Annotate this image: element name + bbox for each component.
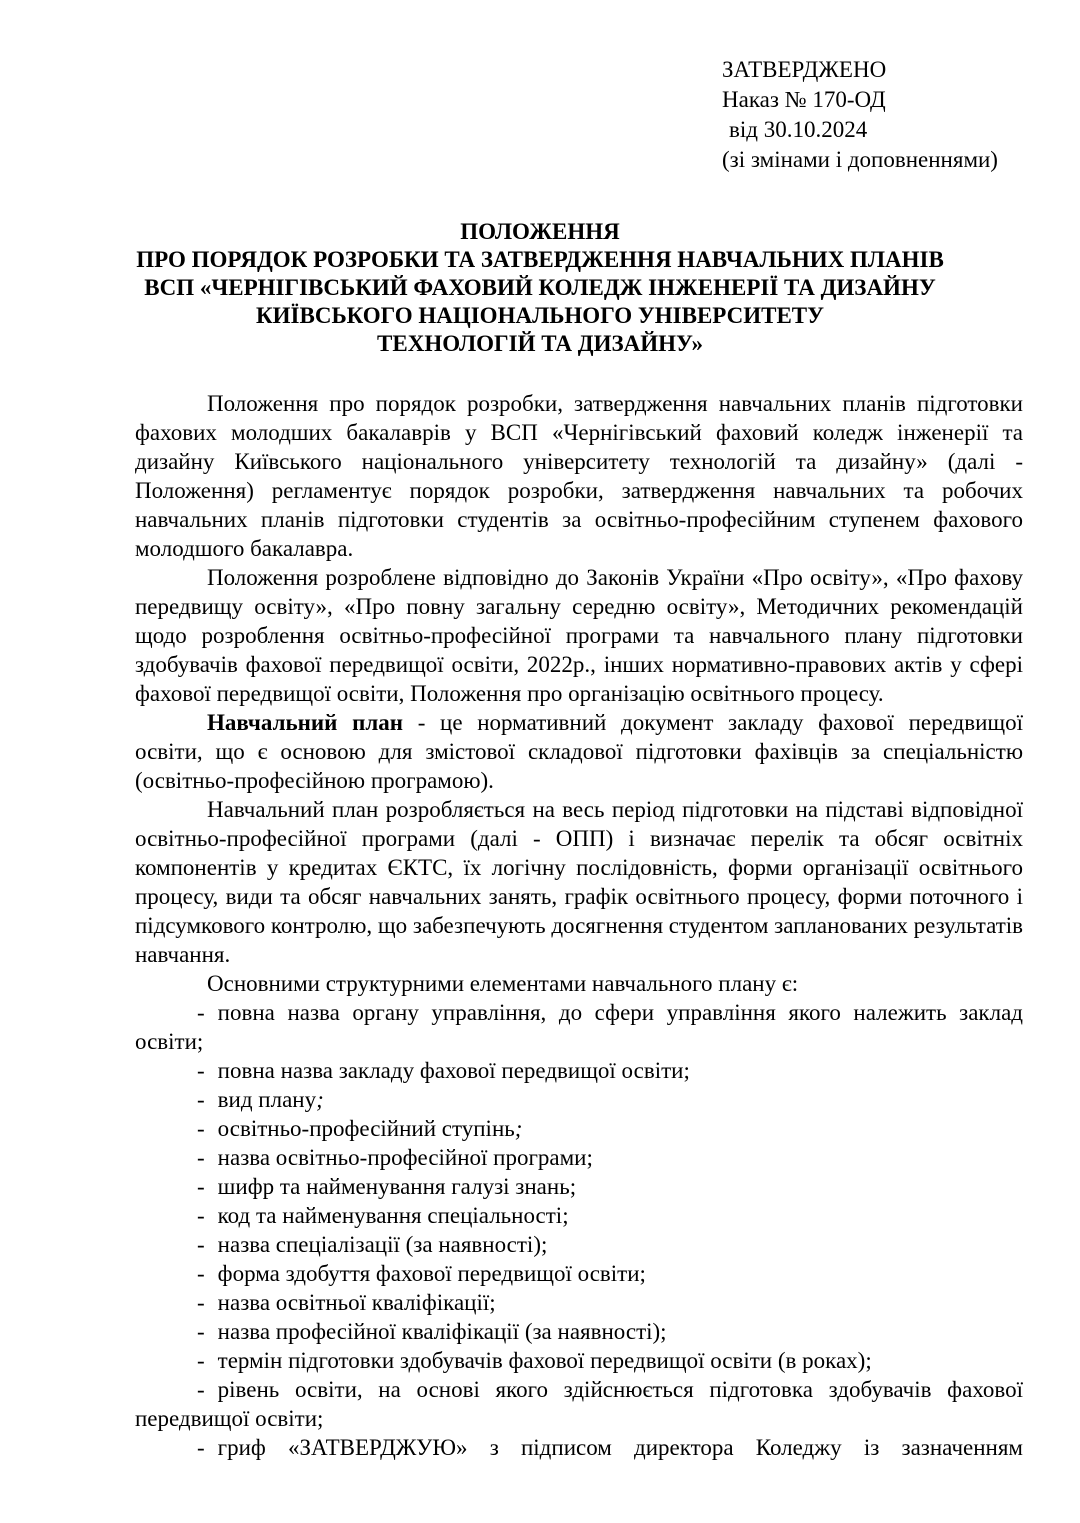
list-item-text: вид плану: [217, 1087, 317, 1112]
list-item-text: назва освітньо-професійної програми;: [217, 1145, 593, 1170]
list-dash: -: [197, 1087, 205, 1112]
list-dash: -: [197, 1319, 205, 1344]
list-item-text: назва освітньої кваліфікації;: [217, 1290, 496, 1315]
list-item-text: повна назва закладу фахової передвищої освіти;: [217, 1058, 690, 1083]
list-item: [135, 1056, 1023, 1085]
approval-stamp: ЗАТВЕРДЖЕНО: [722, 57, 887, 82]
order-number: Наказ № 170-ОД: [722, 87, 886, 112]
list-dash: -: [197, 1058, 205, 1083]
list-item-text: назва професійної кваліфікації (за наявності);: [217, 1319, 667, 1344]
list-item-text: форма здобуття фахової передвищої освіти;: [217, 1261, 646, 1286]
list-item: [135, 1346, 1023, 1375]
paragraph-definition: [135, 708, 1023, 795]
list-item-text: термін підготовки здобувачів фахової передвищої освіти (в роках);: [217, 1348, 872, 1373]
list-dash: -: [197, 1145, 205, 1170]
title-line-5: ТЕХНОЛОГІЙ ТА ДИЗАЙНУ»: [377, 331, 703, 356]
structural-elements-list: [135, 998, 1023, 1462]
document-title: [0, 218, 1080, 358]
list-dash: -: [197, 1000, 205, 1025]
list-dash: -: [197, 1435, 205, 1460]
list-item: [135, 1201, 1023, 1230]
list-item-text: повна назва органу управління, до сфери управління якого належить заклад освіти;: [135, 1000, 1023, 1054]
list-item-text: назва спеціалізації (за наявності);: [217, 1232, 548, 1257]
list-item-text: гриф «ЗАТВЕРДЖУЮ» з підписом директора Коледжу із зазначенням: [217, 1435, 1023, 1460]
paragraph-scope: Положення про порядок розробки, затвердження навчальних планів підготовки фахових молодших бакалаврів у ВСП «Чернігівський фаховий коледж інженерії та дизайну Київського національного університету технологій та дизайну» (далі - Положення) регламентує порядок розробки, затвердження навчальних та робочих навчальних планів підготовки студентів за освітньо-професійним ступенем фахового молодшого бакалавра.: [135, 391, 1023, 561]
term-curriculum: Навчальний план: [207, 710, 404, 735]
list-item: [135, 1288, 1023, 1317]
document-body: [135, 389, 1023, 1462]
order-date: від 30.10.2024: [729, 117, 868, 142]
title-line-1: ПОЛОЖЕННЯ: [460, 219, 620, 244]
list-item-suffix: ;: [514, 1116, 523, 1141]
list-item: [135, 1172, 1023, 1201]
approval-block: [722, 55, 1072, 175]
amendments-note: (зі змінами і доповненнями): [722, 147, 998, 172]
list-item: [135, 1375, 1023, 1433]
list-item: [135, 1317, 1023, 1346]
list-dash: -: [197, 1261, 205, 1286]
paragraph-list-intro: Основними структурними елементами навчального плану є:: [207, 971, 799, 996]
list-dash: -: [197, 1174, 205, 1199]
list-dash: -: [197, 1232, 205, 1257]
list-item-text: рівень освіти, на основі якого здійснюється підготовка здобувачів фахової передвищої освіти;: [135, 1377, 1023, 1431]
list-item: [135, 1114, 1023, 1143]
list-item: [135, 998, 1023, 1056]
title-line-3: ВСП «ЧЕРНІГІВСЬКИЙ ФАХОВИЙ КОЛЕДЖ ІНЖЕНЕРІЇ ТА ДИЗАЙНУ: [144, 275, 936, 300]
list-dash: -: [197, 1203, 205, 1228]
list-dash: -: [197, 1348, 205, 1373]
list-item-text: код та найменування спеціальності;: [217, 1203, 569, 1228]
list-item-text: шифр та найменування галузі знань;: [217, 1174, 577, 1199]
list-dash: -: [197, 1290, 205, 1315]
paragraph-curriculum-development: Навчальний план розробляється на весь період підготовки на підставі відповідної освітньо-професійної програми (далі - ОПП) і визначає перелік та обсяг освітніх компонентів у кредитах ЄКТС, їх логічну послідовність, форми організації освітнього процесу, види та обсяг навчальних занять, графік освітнього процесу, форми поточного і підсумкового контролю, що забезпечують досягнення студентом запланованих результатів навчання.: [135, 797, 1023, 967]
list-item: [135, 1259, 1023, 1288]
list-item: [135, 1230, 1023, 1259]
list-item: [135, 1085, 1023, 1114]
list-item: [135, 1143, 1023, 1172]
title-line-2: ПРО ПОРЯДОК РОЗРОБКИ ТА ЗАТВЕРДЖЕННЯ НАВЧАЛЬНИХ ПЛАНІВ: [136, 247, 944, 272]
title-line-4: КИЇВСЬКОГО НАЦІОНАЛЬНОГО УНІВЕРСИТЕТУ: [255, 303, 825, 328]
list-item-suffix: ;: [316, 1087, 324, 1112]
paragraph-legal-basis: Положення розроблене відповідно до Законів України «Про освіту», «Про фахову передвищу освіту», «Про повну загальну середню освіту», Методичних рекомендацій щодо розроблення освітньо-професійної програми та навчального плану підготовки здобувачів фахової передвищої освіти, 2022р., інших нормативно-правових актів у сфері фахової передвищої освіти, Положення про організацію освітнього процесу.: [135, 565, 1023, 706]
list-dash: -: [197, 1116, 205, 1141]
list-item-text: освітньо-професійний ступінь: [217, 1116, 515, 1141]
list-dash: -: [197, 1377, 205, 1402]
definition-text: - це нормативний документ закладу фахової передвищої освіти, що є основою для змістової складової підготовки фахівців за спеціальністю (освітньо-професійною програмою).: [135, 710, 1023, 793]
list-item: [135, 1433, 1023, 1462]
